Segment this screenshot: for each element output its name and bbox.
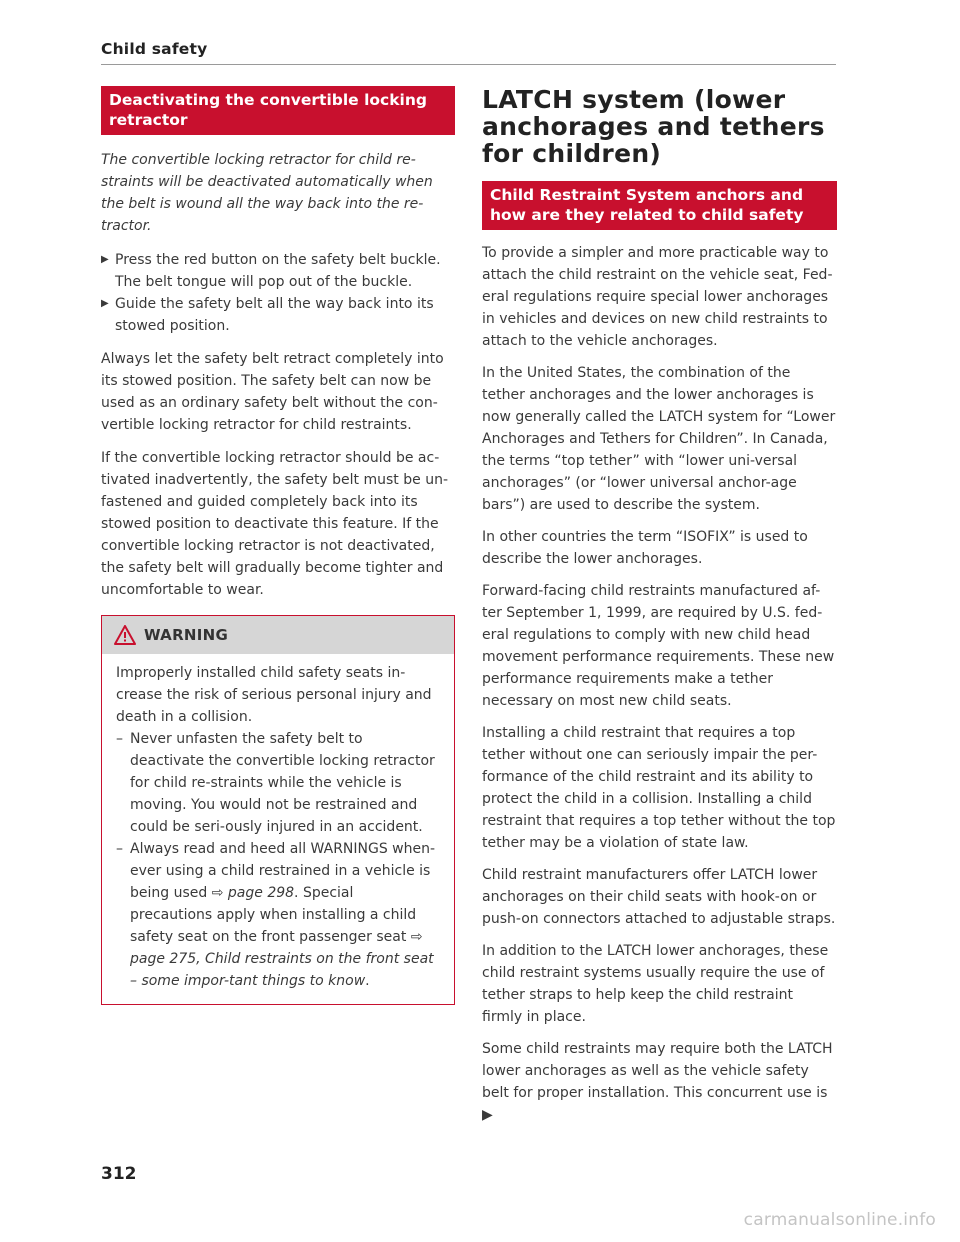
warning-item-text: Never unfasten the safety belt to deactivate the convertible locking retractor for child re-straints while the vehicle is moving. You would not be restrained and could be seri-ously injured in an accident.: [130, 731, 435, 835]
dash-marker: –: [116, 731, 123, 747]
left-heading: Deactivating the convertible locking retractor: [101, 86, 455, 135]
right-column: [482, 86, 837, 1126]
warning-body: [102, 654, 454, 1004]
warning-item-text: .: [365, 973, 370, 989]
right-body: [482, 242, 837, 1126]
right-paragraph: To provide a simpler and more practicable way to attach the child restraint on the vehicle seat, Fed-eral regulations require special lower anchorages in vehicles and devices on new child restraints to attach to the vehicle anchorages.: [482, 245, 833, 349]
left-paragraph: Always let the safety belt retract completely into its stowed position. The safety belt can now be used as an ordinary safety belt without the con-vertible locking retractor for child restraints.: [101, 351, 444, 433]
warning-item-text: Always read and heed all WARNINGS when-ever using a child restrained in a vehicle is being used: [130, 841, 436, 901]
right-paragraph: Child restraint manufacturers offer LATCH lower anchorages on their child seats with hook-on or push-on connectors attached to adjustable straps.: [482, 867, 836, 927]
right-paragraph: Forward-facing child restraints manufactured af-ter September 1, 1999, are required by U.S. fed-eral regulations to comply with new child head movement performance requirements. These new performance requirements make a tether necessary on most new child seats.: [482, 583, 835, 709]
warning-label: WARNING: [144, 626, 229, 644]
step-item: [101, 293, 455, 337]
warning-triangle-icon: [114, 625, 136, 645]
page-header: [101, 40, 836, 65]
watermark: carmanualsonline.info: [743, 1210, 936, 1230]
warning-item: [116, 728, 440, 838]
triangle-right-icon: ▶: [101, 254, 109, 265]
page-298-link[interactable]: ⇨ page 298: [211, 885, 295, 901]
step-text: Press the red button on the safety belt buckle. The belt tongue will pop out of the buckle.: [115, 252, 441, 290]
right-paragraph: In the United States, the combination of the tether anchorages and the lower anchorages is now generally called the LATCH system for “Lower Anchorages and Tethers for Children”. In Canada, the terms “top tether” with “lower uni-versal anchorages” (or “lower universal anchor-age bars”) are used to describe the system.: [482, 365, 836, 513]
section-title: Child safety: [101, 40, 208, 58]
right-paragraph: In addition to the LATCH lower anchorages, these child restraint systems usually require the use of tether straps to help keep the child restraint firmly in place.: [482, 943, 829, 1025]
warning-header: [102, 616, 454, 654]
right-paragraph: Some child restraints may require both the LATCH lower anchorages as well as the vehicle safety belt for proper installation. This concurrent use is ▶: [482, 1041, 833, 1123]
right-paragraph: In other countries the term “ISOFIX” is used to describe the lower anchorages.: [482, 529, 808, 567]
right-heading: Child Restraint System anchors and how are they related to child safety: [482, 181, 837, 230]
chapter-title: LATCH system (lower anchorages and tethers for children): [482, 85, 825, 168]
left-intro: The convertible locking retractor for child re-straints will be deactivated automatically when the belt is wound all the way back into the re-tractor.: [101, 152, 433, 234]
page-275-link[interactable]: ⇨ page 275, Child restraints on the front seat – some impor-tant things to know: [130, 929, 434, 989]
step-text: Guide the safety belt all the way back into its stowed position.: [115, 296, 434, 334]
left-column: [101, 86, 455, 1005]
right-paragraph: Installing a child restraint that requires a top tether without one can seriously impair the per-formance of the child restraint and its ability to protect the child in a collision. Installing a child restraint that requires a top tether without the top tether may be a violation of state law.: [482, 725, 836, 851]
step-item: [101, 249, 455, 293]
warning-box: [101, 615, 455, 1005]
warning-intro: Improperly installed child safety seats in-crease the risk of serious personal injury and death in a collision.: [116, 665, 432, 725]
page-number: 312: [101, 1164, 137, 1184]
step-list: [101, 249, 455, 337]
warning-item-text: . Special precautions apply when installing a child safety seat on the front passenger seat: [130, 885, 417, 945]
left-paragraph: If the convertible locking retractor should be ac-tivated inadvertently, the safety belt must be un-fastened and guided completely back into its stowed position to deactivate this feature. If the convertible locking retractor is not deactivated, the safety belt will gradually become tighter and uncomfortable to wear.: [101, 450, 448, 598]
dash-marker: –: [116, 841, 123, 857]
triangle-right-icon: ▶: [101, 298, 109, 309]
warning-item: [116, 838, 440, 992]
